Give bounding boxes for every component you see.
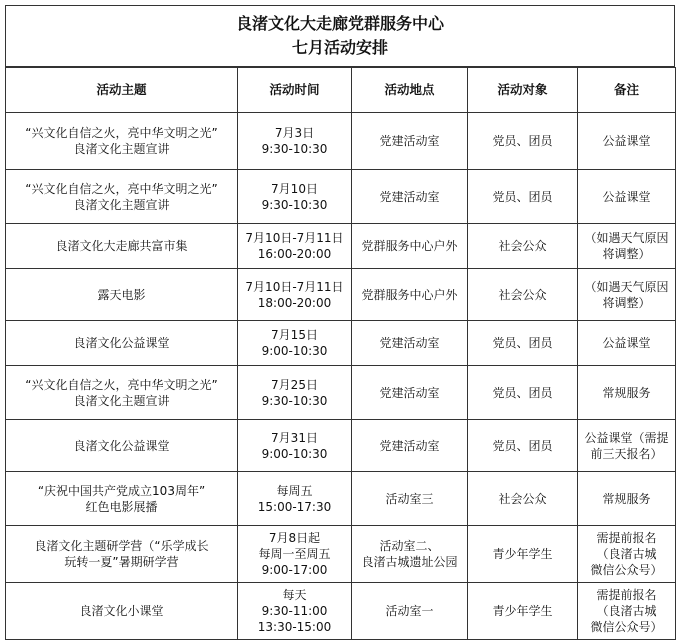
- note-cell-line: 将调整）: [602, 247, 651, 261]
- place-cell-line: 党群服务中心户外: [361, 287, 458, 302]
- column-header-note: 备注: [578, 68, 676, 113]
- place-cell: [352, 321, 468, 366]
- note-cell: [578, 224, 676, 269]
- time-cell: [238, 113, 352, 170]
- title-line-1: 良渚文化大走廊党群服务中心: [235, 14, 444, 33]
- place-cell: [352, 420, 468, 472]
- place-cell: [352, 366, 468, 420]
- time-cell-line: 9:30-11:00: [261, 604, 328, 618]
- table-row: [6, 113, 676, 170]
- time-cell-line: 7月15日: [271, 328, 318, 342]
- theme-cell-line: 良渚文化公益课堂: [73, 438, 170, 453]
- place-cell-line: 活动室三: [385, 491, 434, 506]
- time-cell-line: 15:00-17:30: [257, 499, 332, 514]
- audience-cell-line: 党员、团员: [492, 189, 553, 204]
- time-cell-line: 9:00-10:30: [261, 344, 328, 358]
- audience-cell: [468, 269, 578, 321]
- time-cell-line: 每周五: [276, 483, 313, 498]
- theme-cell-line: “兴文化自信之火，亮中华文明之光”: [25, 377, 218, 392]
- time-cell: [238, 321, 352, 366]
- audience-cell: [468, 113, 578, 170]
- note-cell-line: （良渚古城: [596, 604, 657, 618]
- audience-cell: [468, 224, 578, 269]
- audience-cell-line: 社会公众: [498, 239, 547, 253]
- note-cell-line: 前三天报名）: [590, 446, 663, 461]
- theme-cell: [6, 113, 238, 170]
- note-cell: [578, 583, 676, 640]
- note-cell-line: 常规服务: [602, 385, 651, 400]
- place-cell-line: 活动室二、: [379, 539, 440, 553]
- place-cell-line: 活动室一: [385, 604, 434, 618]
- column-header-audience: 活动对象: [468, 68, 578, 113]
- column-header-place: 活动地点: [352, 68, 468, 113]
- note-cell-line: 需提前报名: [596, 588, 657, 602]
- place-cell: [352, 526, 468, 583]
- table-row: [6, 583, 676, 640]
- table-row: [6, 526, 676, 583]
- audience-cell: [468, 526, 578, 583]
- theme-cell: [6, 420, 238, 472]
- place-cell-line: 党建活动室: [379, 438, 440, 453]
- time-cell-line: 9:30-10:30: [261, 142, 328, 156]
- title-line-2: 七月活动安排: [291, 38, 388, 57]
- note-cell: [578, 321, 676, 366]
- place-cell-line: 良渚古城遗址公园: [361, 555, 458, 569]
- note-cell: [578, 420, 676, 472]
- table-row: [6, 366, 676, 420]
- table-row: [6, 472, 676, 526]
- note-cell-line: 微信公众号）: [590, 563, 663, 577]
- schedule-table: [5, 67, 676, 640]
- time-cell-line: 16:00-20:00: [257, 247, 332, 261]
- theme-cell: [6, 472, 238, 526]
- time-cell-line: 7月10日-7月11日: [245, 279, 344, 294]
- note-cell-line: 需提前报名: [596, 531, 657, 545]
- theme-cell-line: 露天电影: [97, 287, 146, 302]
- place-cell: [352, 472, 468, 526]
- note-cell-line: （如遇天气原因: [584, 279, 669, 294]
- time-cell: [238, 583, 352, 640]
- note-cell-line: 将调整）: [602, 295, 651, 310]
- time-cell-line: 13:30-15:00: [257, 620, 332, 634]
- time-cell: [238, 366, 352, 420]
- theme-cell-line: 良渚文化公益课堂: [73, 336, 170, 350]
- place-cell: [352, 583, 468, 640]
- audience-cell-line: 党员、团员: [492, 438, 553, 453]
- note-cell-line: （良渚古城: [596, 547, 657, 561]
- time-cell-line: 9:00-10:30: [261, 446, 328, 461]
- column-header-theme: 活动主题: [6, 68, 238, 113]
- time-cell-line: 9:30-10:30: [261, 197, 328, 212]
- audience-cell-line: 青少年学生: [492, 547, 553, 561]
- theme-cell-line: “兴文化自信之火，亮中华文明之光”: [25, 181, 218, 196]
- theme-cell: [6, 224, 238, 269]
- time-cell-line: 7月3日: [274, 126, 315, 140]
- audience-cell: [468, 472, 578, 526]
- table-row: [6, 269, 676, 321]
- theme-cell-line: 良渚文化主题宣讲: [73, 197, 170, 212]
- audience-cell: [468, 321, 578, 366]
- theme-cell-line: 良渚文化主题宣讲: [73, 142, 170, 156]
- note-cell: [578, 170, 676, 224]
- time-cell-line: 7月10日: [271, 181, 318, 196]
- theme-cell: [6, 321, 238, 366]
- time-cell-line: 7月8日起: [268, 531, 321, 545]
- audience-cell: [468, 170, 578, 224]
- note-cell: [578, 366, 676, 420]
- table-row: [6, 224, 676, 269]
- time-cell: [238, 526, 352, 583]
- header-row: [6, 68, 676, 113]
- note-cell-line: 公益课堂（需提: [584, 430, 669, 445]
- table-row: [6, 420, 676, 472]
- theme-cell-line: 良渚文化大走廊共富市集: [55, 239, 188, 253]
- time-cell-line: 18:00-20:00: [257, 295, 332, 310]
- note-cell-line: 公益课堂: [602, 336, 651, 350]
- theme-cell-line: 玩转一夏”暑期研学营: [64, 555, 179, 569]
- table-row: [6, 321, 676, 366]
- time-cell-line: 9:00-17:00: [261, 563, 328, 577]
- time-cell: [238, 472, 352, 526]
- note-cell: [578, 269, 676, 321]
- time-cell: [238, 420, 352, 472]
- place-cell: [352, 269, 468, 321]
- note-cell-line: 微信公众号）: [590, 620, 663, 634]
- theme-cell-line: 良渚文化主题宣讲: [73, 393, 170, 408]
- time-cell: [238, 269, 352, 321]
- place-cell-line: 党建活动室: [379, 134, 440, 148]
- place-cell: [352, 170, 468, 224]
- audience-cell-line: 青少年学生: [492, 604, 553, 618]
- theme-cell: [6, 583, 238, 640]
- note-cell: [578, 113, 676, 170]
- theme-cell-line: “兴文化自信之火，亮中华文明之光”: [25, 126, 218, 140]
- audience-cell-line: 党员、团员: [492, 134, 553, 148]
- audience-cell-line: 社会公众: [498, 491, 547, 506]
- place-cell-line: 党建活动室: [379, 189, 440, 204]
- schedule-sheet: [5, 5, 675, 634]
- theme-cell-line: 红色电影展播: [85, 499, 158, 514]
- audience-cell: [468, 420, 578, 472]
- theme-cell: [6, 526, 238, 583]
- audience-cell: [468, 583, 578, 640]
- time-cell-line: 7月31日: [271, 430, 318, 445]
- theme-cell-line: “庆祝中国共产党成立103周年”: [37, 483, 206, 498]
- audience-cell-line: 党员、团员: [492, 336, 553, 350]
- column-header-time: 活动时间: [238, 68, 352, 113]
- time-cell-line: 9:30-10:30: [261, 393, 328, 408]
- audience-cell-line: 社会公众: [498, 287, 547, 302]
- place-cell-line: 党建活动室: [379, 385, 440, 400]
- theme-cell: [6, 170, 238, 224]
- place-cell-line: 党群服务中心户外: [361, 239, 458, 253]
- audience-cell: [468, 366, 578, 420]
- note-cell-line: 公益课堂: [602, 189, 651, 204]
- audience-cell-line: 党员、团员: [492, 385, 553, 400]
- note-cell-line: 常规服务: [602, 491, 651, 506]
- time-cell: [238, 170, 352, 224]
- note-cell-line: （如遇天气原因: [584, 231, 669, 245]
- note-cell: [578, 526, 676, 583]
- place-cell: [352, 113, 468, 170]
- time-cell-line: 7月25日: [271, 377, 318, 392]
- table-row: [6, 170, 676, 224]
- place-cell: [352, 224, 468, 269]
- theme-cell-line: 良渚文化主题研学营（“乐学成长: [34, 539, 209, 553]
- time-cell: [238, 224, 352, 269]
- theme-cell-line: 良渚文化小课堂: [79, 604, 164, 618]
- theme-cell: [6, 269, 238, 321]
- time-cell-line: 7月10日-7月11日: [245, 231, 344, 245]
- schedule-title: [5, 5, 675, 67]
- time-cell-line: 每天: [282, 588, 307, 602]
- time-cell-line: 每周一至周五: [258, 547, 331, 561]
- place-cell-line: 党建活动室: [379, 336, 440, 350]
- note-cell: [578, 472, 676, 526]
- note-cell-line: 公益课堂: [602, 134, 651, 148]
- theme-cell: [6, 366, 238, 420]
